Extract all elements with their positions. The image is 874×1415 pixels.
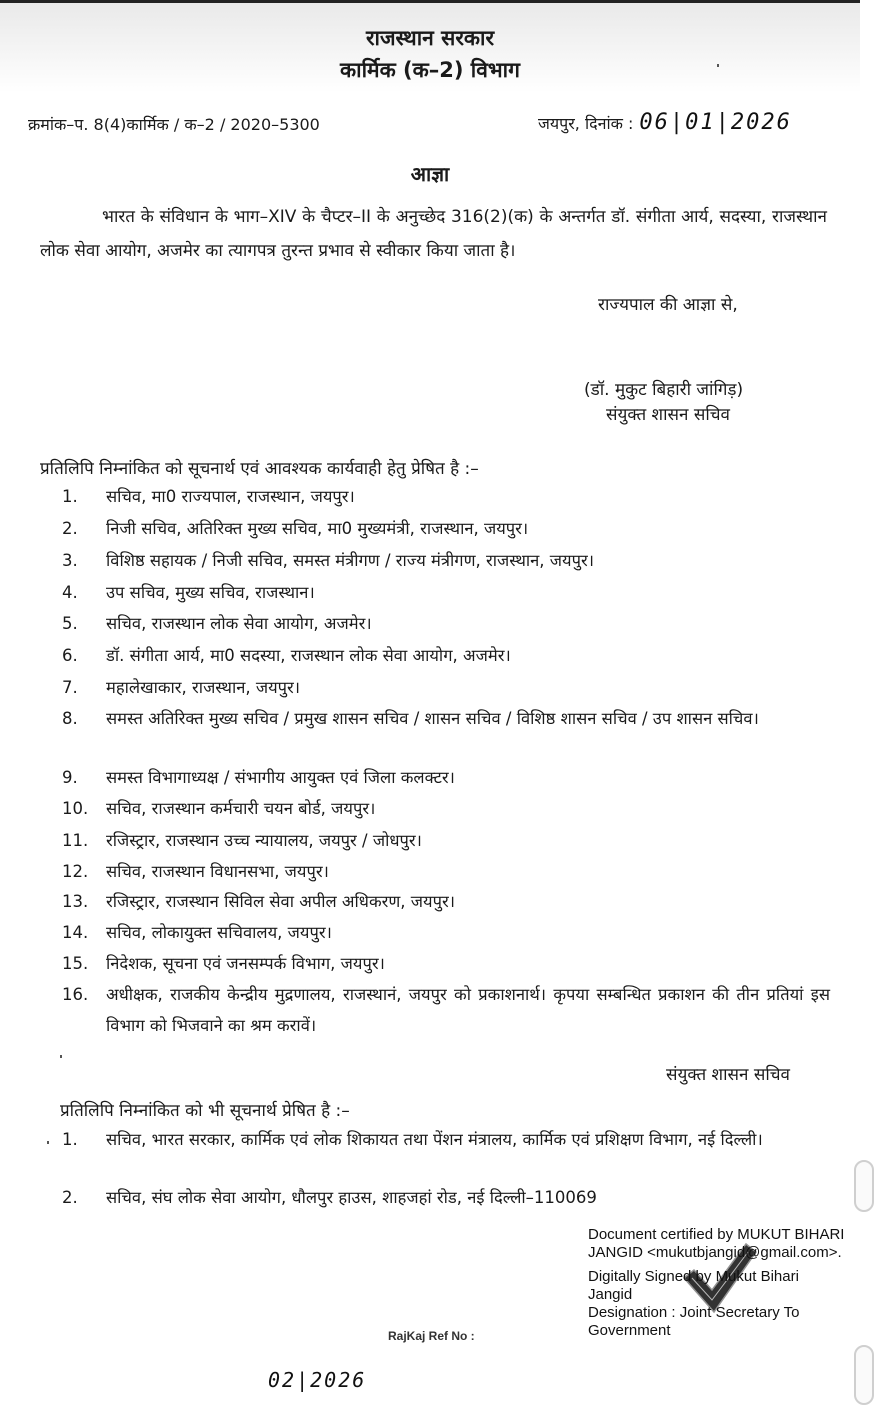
list-item-number: 3. — [62, 551, 78, 570]
list-item-text: रजिस्ट्रार, राजस्थान सिविल सेवा अपील अधिकरण, जयपुर। — [106, 892, 455, 911]
certified-line-2: JANGID <mukutbjangid@gmail.com>. — [588, 1244, 842, 1261]
signed-line-2: Jangid — [588, 1286, 633, 1303]
copy-to-signatory: संयुक्त शासन सचिव — [666, 1065, 790, 1085]
list-item-text: महालेखाकार, राजस्थान, जयपुर। — [106, 678, 301, 697]
signed-line-1: Digitally Signed by Mukut Bihari — [588, 1268, 799, 1285]
handwritten-ref: 02|2026 — [268, 1368, 367, 1392]
edge-scroll-handle[interactable] — [854, 1345, 874, 1405]
list-item-number: 16. — [62, 985, 89, 1004]
list-item-text: विशिष्ठ सहायक / निजी सचिव, समस्त मंत्रीगण / राज्य मंत्रीगण, राजस्थान, जयपुर। — [106, 551, 594, 570]
list-item-number: 10. — [62, 799, 89, 818]
order-title: आज्ञा — [410, 162, 450, 186]
rajkaj-ref-label: RajKaj Ref No : — [388, 1329, 475, 1343]
list-item-number: 12. — [62, 862, 89, 881]
list-item-text: सचिव, मा0 राज्यपाल, राजस्थान, जयपुर। — [106, 487, 355, 506]
list-item-text: सचिव, राजस्थान लोक सेवा आयोग, अजमेर। — [106, 614, 372, 633]
edge-scroll-handle[interactable] — [854, 1160, 874, 1212]
list-item-text: सचिव, राजस्थान कर्मचारी चयन बोर्ड, जयपुर। — [106, 799, 376, 818]
list-item-text: रजिस्ट्रार, राजस्थान उच्च न्यायालय, जयपुर / जोधपुर। — [106, 831, 422, 850]
department-heading: कार्मिक (क–2) विभाग — [340, 58, 520, 82]
list-item-number: 13. — [62, 892, 89, 911]
place-date — [538, 110, 792, 135]
list-item-number: 2. — [62, 519, 78, 538]
signatory-name: (डॉ. मुकुट बिहारी जांगिड़) — [584, 380, 744, 400]
digital-signature-block — [588, 1226, 860, 1339]
list-item-number: 1. — [62, 1130, 78, 1149]
list-item-number: 2. — [62, 1188, 78, 1207]
scan-speck — [60, 1055, 62, 1058]
list-item-text: समस्त विभागाध्यक्ष / संभागीय आयुक्त एवं जिला कलक्टर। — [106, 768, 455, 787]
handwritten-date: 06|01|2026 — [639, 110, 792, 135]
list-item-text: अधीक्षक, राजकीय केन्द्रीय मुद्रणालय, राजस्थानं, जयपुर को प्रकाशनार्थ। कृपया सम्बन्धित प्रकाशन की तीन प्रतियां इस विभाग को भिजवाने का श्रम करावें। — [106, 985, 830, 1035]
copy-info-heading: प्रतिलिपि निम्नांकित को भी सूचनार्थ प्रेषित है :– — [60, 1101, 350, 1121]
list-item-number: 5. — [62, 614, 78, 633]
list-item-number: 6. — [62, 646, 78, 665]
list-item-number: 4. — [62, 583, 78, 602]
designation-cont: Government — [588, 1322, 671, 1339]
list-item-number: 14. — [62, 923, 89, 942]
copy-to-heading: प्रतिलिपि निम्नांकित को सूचनार्थ एवं आवश्यक कार्यवाही हेतु प्रेषित है :– — [40, 459, 479, 479]
by-order-of-governor: राज्यपाल की आज्ञा से, — [598, 295, 738, 315]
government-heading: राजस्थान सरकार — [365, 26, 495, 50]
certified-line-1: Document certified by MUKUT BIHARI — [588, 1226, 845, 1243]
list-item-text: उप सचिव, मुख्य सचिव, राजस्थान। — [106, 583, 315, 602]
list-item-number: 7. — [62, 678, 78, 697]
list-item-text: समस्त अतिरिक्त मुख्य सचिव / प्रमुख शासन सचिव / शासन सचिव / विशिष्ठ शासन सचिव / उप शासन सचिव। — [106, 709, 759, 728]
list-item-text: सचिव, संघ लोक सेवा आयोग, धौलपुर हाउस, शाहजहां रोड, नई दिल्ली–110069 — [106, 1188, 597, 1207]
list-item-text: निजी सचिव, अतिरिक्त मुख्य सचिव, मा0 मुख्यमंत्री, राजस्थान, जयपुर। — [106, 519, 529, 538]
list-item-text: निदेशक, सूचना एवं जनसम्पर्क विभाग, जयपुर। — [106, 954, 385, 973]
reference-number: क्रमांक–प. 8(4)कार्मिक / क–2 / 2020–5300 — [28, 115, 320, 134]
list-item-text: डॉ. संगीता आर्य, मा0 सदस्या, राजस्थान लोक सेवा आयोग, अजमेर। — [106, 646, 511, 665]
list-item-text: सचिव, भारत सरकार, कार्मिक एवं लोक शिकायत तथा पेंशन मंत्रालय, कार्मिक एवं प्रशिक्षण विभाग, नई दिल्ली। — [106, 1130, 763, 1149]
list-item-text: सचिव, राजस्थान विधानसभा, जयपुर। — [106, 862, 329, 881]
list-item-number: 15. — [62, 954, 89, 973]
list-item-number: 8. — [62, 709, 78, 728]
scan-speck — [717, 64, 719, 67]
order-body: भारत के संविधान के भाग–XIV के चैप्टर–II के अनुच्छेद 316(2)(क) के अन्तर्गत डॉ. संगीता आर्य, सदस्या, राजस्थान लोक सेवा आयोग, अजमेर का त्यागपत्र तुरन्त प्रभाव से स्वीकार किया जाता है। — [40, 207, 827, 261]
list-item-text: सचिव, लोकायुक्त सचिवालय, जयपुर। — [106, 923, 332, 942]
place-date-label: जयपुर, दिनांक : — [538, 114, 634, 133]
list-item-number: 11. — [62, 831, 89, 850]
list-item-number: 1. — [62, 487, 78, 506]
signatory-designation: संयुक्त शासन सचिव — [606, 405, 730, 425]
scan-speck — [47, 1141, 49, 1144]
designation-line: Designation : Joint Secretary To — [588, 1304, 800, 1321]
list-item-number: 9. — [62, 768, 78, 787]
